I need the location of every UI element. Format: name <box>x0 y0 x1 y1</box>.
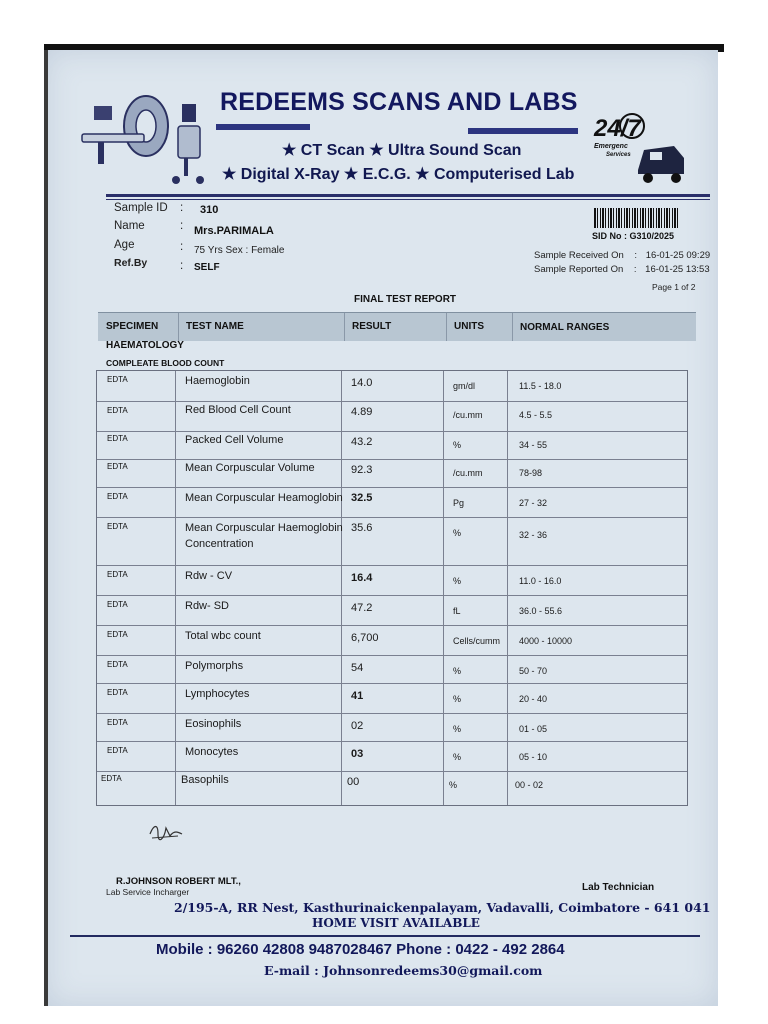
svg-text:Services: Services <box>606 152 631 158</box>
services-line-1: ★ CT Scan ★ Ultra Sound Scan <box>282 142 522 159</box>
result-cell: 14.0 <box>351 377 373 389</box>
result-cell: 54 <box>351 662 364 674</box>
unit-cell: /cu.mm <box>453 410 483 420</box>
unit-cell: gm/dl <box>453 381 476 391</box>
colon: : <box>180 202 184 214</box>
result-cell-flagged: 16.4 <box>351 572 373 584</box>
specimen-cell: EDTA <box>107 718 128 727</box>
unit-cell: % <box>453 752 462 762</box>
table-row <box>97 625 687 656</box>
results-table <box>96 370 688 806</box>
age-label: Age <box>114 239 135 251</box>
section-title: HAEMATOLOGY <box>106 340 184 351</box>
table-row <box>97 431 687 460</box>
sample-received <box>534 250 710 261</box>
range-cell: 32 - 36 <box>519 530 548 540</box>
patient-name: Mrs.PARIMALA <box>194 225 274 237</box>
sid-number: SID No : G310/2025 <box>592 231 675 241</box>
result-cell: 35.6 <box>351 522 373 534</box>
header-normal-ranges: NORMAL RANGES <box>520 322 610 333</box>
unit-cell: % <box>453 666 462 676</box>
result-cell: 02 <box>351 720 364 732</box>
specimen-cell: EDTA <box>107 375 128 384</box>
unit-cell: /cu.mm <box>453 468 483 478</box>
signature <box>148 820 184 842</box>
table-row <box>97 517 687 566</box>
test-name-cell: Packed Cell Volume <box>185 434 284 446</box>
unit-cell: % <box>449 780 458 790</box>
result-cell: 4.89 <box>351 406 373 418</box>
reported-label: Sample Reported On <box>534 264 624 275</box>
ambulance-icon <box>592 108 688 188</box>
test-name-cell: Mean Corpuscular Haemoglobin <box>185 522 343 534</box>
table-row <box>97 401 687 432</box>
result-cell-flagged: 03 <box>351 748 364 760</box>
title-underline-right <box>468 128 578 134</box>
table-row <box>97 459 687 488</box>
test-name-cell: Haemoglobin <box>185 375 250 387</box>
result-cell: 6,700 <box>351 632 379 644</box>
age-sex-value: 75 Yrs Sex : Female <box>194 245 285 256</box>
header-units: UNITS <box>454 321 484 332</box>
range-cell: 05 - 10 <box>519 752 548 762</box>
test-name-cell: Rdw- SD <box>185 600 230 612</box>
subsection-title: COMPLEATE BLOOD COUNT <box>106 358 225 368</box>
specimen-cell: EDTA <box>107 492 128 501</box>
test-name-cell: Red Blood Cell Count <box>185 404 291 416</box>
specimen-cell: EDTA <box>101 774 122 783</box>
report-title: FINAL TEST REPORT <box>354 294 457 305</box>
range-cell: 20 - 40 <box>519 694 548 704</box>
home-visit: HOME VISIT AVAILABLE <box>312 916 480 930</box>
lab-address: 2/195-A, RR Nest, Kasthurinaickenpalayam, Vadavalli, Coimbatore - 641 041 <box>174 900 711 915</box>
specimen-cell: EDTA <box>107 600 128 609</box>
unit-cell: Pg <box>453 498 465 508</box>
test-name-cell: Mean Corpuscular Volume <box>185 462 315 474</box>
signatory-role: Lab Service Incharger <box>106 887 190 897</box>
result-cell: 47.2 <box>351 602 373 614</box>
range-cell: 4000 - 10000 <box>519 636 573 646</box>
table-row <box>97 487 687 518</box>
specimen-cell: EDTA <box>107 434 128 443</box>
received-label: Sample Received On <box>534 250 624 261</box>
refby-label: Ref.By <box>114 257 148 269</box>
contact-email: E-mail : Johnsonredeems30@gmail.com <box>264 963 543 978</box>
signatory-name: R.JOHNSON ROBERT MLT., <box>116 876 241 887</box>
received-value: 16-01-25 09:29 <box>645 250 711 261</box>
contact-phone: Mobile : 96260 42808 9487028467 Phone : 0422 - 492 2864 <box>156 941 565 958</box>
table-row <box>97 595 687 626</box>
specimen-cell: EDTA <box>107 570 128 579</box>
test-name-cell: Rdw - CV <box>185 570 233 582</box>
test-name-cell-line2: Concentration <box>185 538 254 550</box>
range-cell: 11.0 - 16.0 <box>519 576 562 586</box>
refby-value: SELF <box>194 262 220 273</box>
result-cell: 43.2 <box>351 436 373 448</box>
range-cell: 00 - 02 <box>515 780 544 790</box>
table-row <box>97 741 687 772</box>
range-cell: 78-98 <box>519 468 543 478</box>
unit-cell: % <box>453 694 462 704</box>
colon: : <box>180 220 184 232</box>
table-row <box>97 683 687 714</box>
lab-name: REDEEMS SCANS AND LABS <box>220 88 578 116</box>
footer-divider <box>70 935 700 937</box>
unit-cell: % <box>453 440 462 450</box>
table-row <box>97 713 687 742</box>
colon: : <box>633 264 637 275</box>
barcode <box>594 208 678 228</box>
result-cell-flagged: 41 <box>351 690 364 702</box>
result-cell: 92.3 <box>351 464 373 476</box>
sample-reported <box>534 264 710 275</box>
svg-text:Emergenc: Emergenc <box>594 143 628 150</box>
test-name-cell: Total wbc count <box>185 630 261 642</box>
table-row <box>97 371 687 401</box>
table-row <box>97 771 687 806</box>
test-name-cell: Lymphocytes <box>185 688 250 700</box>
test-name-cell: Monocytes <box>185 746 239 758</box>
colon: : <box>634 250 638 261</box>
unit-cell: fL <box>453 606 461 616</box>
result-cell: 00 <box>347 776 360 788</box>
range-cell: 27 - 32 <box>519 498 548 508</box>
specimen-cell: EDTA <box>107 522 128 531</box>
unit-cell: Cells/cumm <box>453 636 501 646</box>
test-name-cell: Polymorphs <box>185 660 244 672</box>
test-name-cell: Eosinophils <box>185 718 242 730</box>
sample-id-value: 310 <box>200 204 219 216</box>
range-cell: 36.0 - 55.6 <box>519 606 563 616</box>
header-divider <box>106 194 710 197</box>
lab-technician-label: Lab Technician <box>582 882 655 893</box>
unit-cell: % <box>453 724 462 734</box>
table-header <box>98 312 696 341</box>
range-cell: 01 - 05 <box>519 724 548 734</box>
specimen-cell: EDTA <box>107 688 128 697</box>
range-cell: 11.5 - 18.0 <box>519 381 562 391</box>
specimen-cell: EDTA <box>107 462 128 471</box>
services-line-2: ★ Digital X-Ray ★ E.C.G. ★ Computerised Lab <box>222 166 575 183</box>
medical-equipment-icon <box>76 86 212 186</box>
page-number: Page 1 of 2 <box>652 282 696 292</box>
range-cell: 4.5 - 5.5 <box>519 410 553 420</box>
table-row <box>97 565 687 596</box>
specimen-cell: EDTA <box>107 746 128 755</box>
name-label: Name <box>114 220 145 232</box>
specimen-cell: EDTA <box>107 406 128 415</box>
table-row <box>97 655 687 684</box>
header-divider-thin <box>106 199 710 200</box>
header-test-name: TEST NAME <box>186 321 244 332</box>
result-cell-flagged: 32.5 <box>351 492 373 504</box>
range-cell: 34 - 55 <box>519 440 548 450</box>
header-specimen: SPECIMEN <box>106 321 159 332</box>
unit-cell: % <box>453 528 462 538</box>
colon: : <box>180 260 184 272</box>
sample-id-label: Sample ID <box>114 202 168 214</box>
reported-value: 16-01-25 13:53 <box>645 264 710 275</box>
unit-cell: % <box>453 576 462 586</box>
colon: : <box>180 241 184 253</box>
header-result: RESULT <box>352 321 392 332</box>
specimen-cell: EDTA <box>107 660 128 669</box>
scan-left-edge <box>44 50 48 1006</box>
range-cell: 50 - 70 <box>519 666 548 676</box>
specimen-cell: EDTA <box>107 630 128 639</box>
test-name-cell: Basophils <box>181 774 229 786</box>
test-name-cell: Mean Corpuscular Heamoglobin <box>185 492 343 504</box>
title-underline-left <box>216 124 310 130</box>
badge-247: 24/7 <box>594 115 641 142</box>
